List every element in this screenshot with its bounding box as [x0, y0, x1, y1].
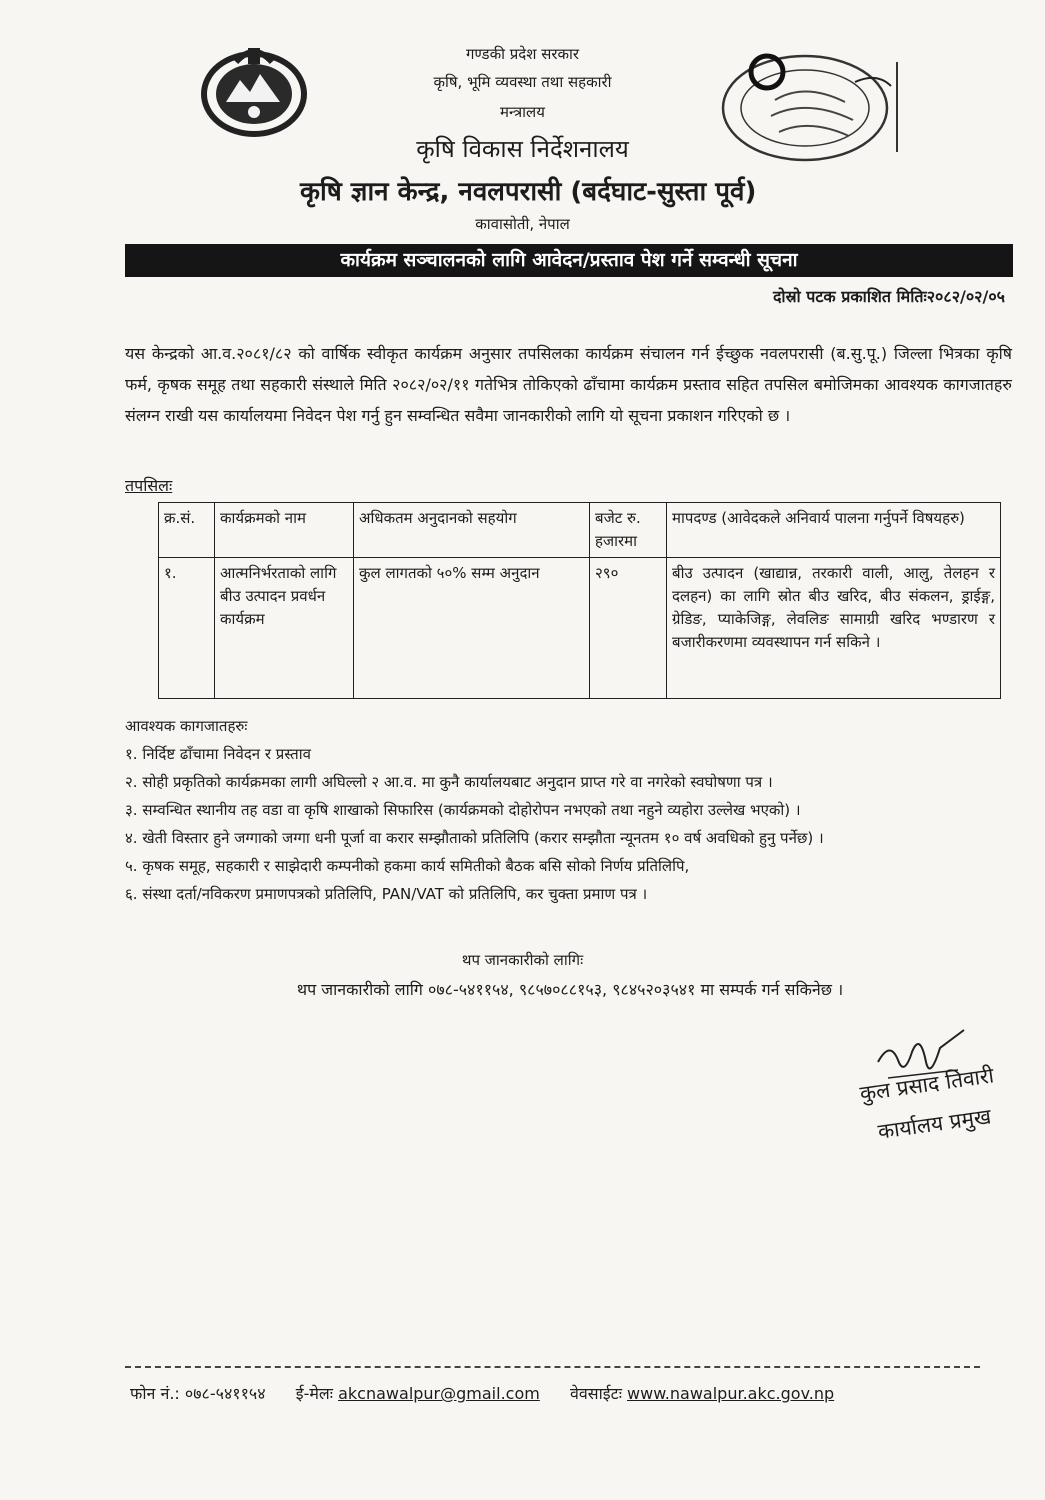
footer-divider: [125, 1366, 980, 1368]
documents-title: आवश्यक कागजातहरुः: [125, 717, 248, 735]
contact-text: थप जानकारीको लागि ०७८-५४११५४, ९८५७०८८१५३, ९८४५२०३५४१ मा सम्पर्क गर्न सकिनेछ ।: [296, 980, 844, 999]
nepal-emblem-icon: [196, 40, 312, 140]
document-item: ३. सम्वन्धित स्थानीय तह वडा वा कृषि शाखाको सिफारिस (कार्यक्रमको दोहोरोपन नभएको तथा नहुने व्यहोरा उल्लेख भएको) ।: [125, 801, 801, 819]
signatory-name: कुल प्रसाद तिवारी: [858, 1063, 996, 1106]
signatory-title: कार्यालय प्रमुख: [876, 1104, 993, 1144]
document-item: ५. कृषक समूह, सहकारी र साझेदारी कम्पनीको हकमा कार्य समितीको बैठक बसि सोको निर्णय प्रतिलिपि,: [125, 857, 690, 875]
document-item: १. निर्दिष्ट ढाँचामा निवेदन र प्रस्ताव: [125, 745, 311, 763]
footer-website-link[interactable]: www.nawalpur.akc.gov.np: [627, 1384, 835, 1403]
col-header-name: कार्यक्रमको नाम: [215, 503, 354, 558]
table-header-row: [159, 503, 1001, 558]
contact-title: थप जानकारीको लागिः: [461, 951, 584, 969]
cell-budget: २९०: [590, 558, 667, 699]
document-item: २. सोही प्रकृतिको कार्यक्रमका लागी अघिल्लो २ आ.व. मा कुनै कार्यालयबाट अनुदान प्राप्त गरे वा नगरेको स्वघोषणा पत्र ।: [125, 773, 773, 791]
document-item: ४. खेती विस्तार हुने जग्गाको जग्गा धनी पूर्जा वा करार सम्झौताको प्रतिलिपि (करार सम्झौता न्यूनतम १० वर्ष अवधिको हुनु पर्नेछ) ।: [125, 829, 824, 847]
cell-program-name: आत्मनिर्भरताको लागि बीउ उत्पादन प्रवर्धन कार्यक्रम: [215, 558, 354, 699]
office-name: कृषि ज्ञान केन्द्र, नवलपरासी (बर्दघाट-सुस्ता पूर्व): [300, 177, 757, 207]
col-header-budget: बजेट रु. हजारमा: [590, 503, 667, 558]
footer-phone: फोन नं.: ०७८-५४११५४: [130, 1384, 266, 1403]
cell-grant: कुल लागतको ५०% सम्म अनुदान: [354, 558, 590, 699]
col-header-grant: अधिकतम अनुदानको सहयोग: [354, 503, 590, 558]
ministry-line2: मन्त्रालय: [500, 103, 545, 121]
footer-email-label: ई-मेलः: [295, 1384, 334, 1403]
tapasil-label: तपसिलः: [125, 476, 173, 495]
footer-website-label: वेवसाईटः: [570, 1384, 622, 1403]
notice-title-banner: कार्यक्रम सञ्चालनको लागि आवेदन/प्रस्ताव पेश गर्ने सम्वन्धी सूचना: [125, 244, 1013, 277]
col-header-criteria: मापदण्ड (आवेदकले अनिवार्य पालना गर्नुपर्ने विषयहरु): [667, 503, 1001, 558]
govt-name: गण्डकी प्रदेश सरकार: [465, 45, 580, 63]
notice-body: यस केन्द्रको आ.व.२०८१/८२ को वार्षिक स्वीकृत कार्यक्रम अनुसार तपसिलका कार्यक्रम संचालन गर्न ईच्छुक नवलपरासी (ब.सु.पू.) जिल्ला भित्रका कृषि फर्म, कृषक समूह तथा सहकारी संस्थाले मिति २०८२/०२/११ गतेभित्र तोकिएको ढाँचामा कार्यक्रम प्रस्ताव सहित तपसिल बमोजिमका आवश्यक कागजातहरु संलग्न राखी यस कार्यालयमा निवेदन पेश गर्नु हुन सम्वन्धित सवैमा जानकारीको लागि यो सूचना प्रकाशन गरिएको छ ।: [125, 344, 1012, 425]
publication-date: दोस्रो पटक प्रकाशित मितिः२०८२/०२/०५: [772, 287, 1005, 306]
footer-email-link[interactable]: akcnawalpur@gmail.com: [338, 1384, 540, 1403]
cell-criteria: बीउ उत्पादन (खाद्यान्न, तरकारी वाली, आलु, तेलहन र दलहन) का लागि स्रोत बीउ खरिद, बीउ संकलन, ड्राईङ्ग, ग्रेडिङ, प्याकेजिङ्ग, लेवलिङ सामाग्री खरिद भण्डारण र बजारीकरणमा व्यवस्थापन गर्न सकिने ।: [667, 558, 1001, 699]
program-table: [158, 502, 1001, 699]
directorate-name: कृषि विकास निर्देशनालय: [416, 135, 629, 163]
col-header-sn: क्र.सं.: [159, 503, 215, 558]
office-location: कावासोती, नेपाल: [475, 215, 570, 233]
footer: [130, 1382, 834, 1404]
ministry-line1: कृषि, भूमि व्यवस्था तथा सहकारी: [433, 73, 612, 91]
table-row: [159, 558, 1001, 699]
document-item: ६. संस्था दर्ता/नविकरण प्रमाणपत्रको प्रतिलिपि, PAN/VAT को प्रतिलिपि, कर चुक्ता प्रमाण पत्र ।: [125, 885, 648, 903]
cell-sn: १.: [159, 558, 215, 699]
